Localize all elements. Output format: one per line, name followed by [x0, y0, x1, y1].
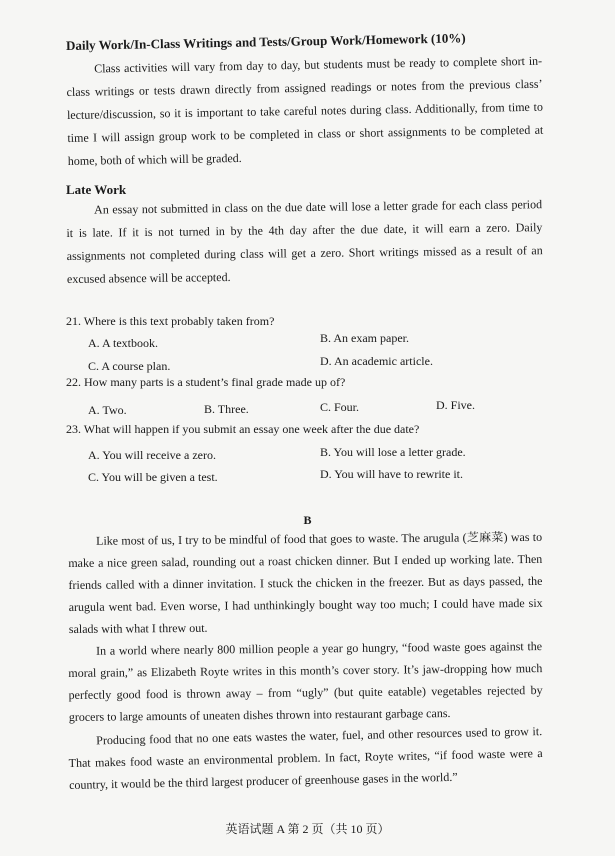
question-21-option-b[interactable]: B. An exam paper.: [320, 331, 409, 345]
paragraph-daily-work: Class activities will vary from day to day, but students must be ready to complete short in-class writings or tests drawn directly from assigned readings or notes from the previous class’ lecture/discussion, so it is important to take careful notes during class. Additionally, from time to time I will assign group work to be completed in class or short assignments to be completed at home, both of which will be graded.: [66, 53, 544, 168]
question-22-stem: 22. How many parts is a student’s final grade made up of?: [66, 375, 346, 389]
heading-daily-work: Daily Work/In-Class Writings and Tests/Group Work/Homework (10%): [65, 30, 466, 53]
question-21-option-a[interactable]: A. A textbook.: [88, 336, 159, 350]
section-b-label: B: [303, 513, 312, 527]
paragraph-b-2: In a world where nearly 800 million people a year go hungry, “food waste goes against the moral grain,” as Elizabeth Royte writes in this month’s cover story. It’s jaw-dropping how much perfectly good food is thrown away – from “ugly” (but quite eatable) vegetables rejected by grocers to large amounts of uneaten dishes thrown into restaurant garbage cans.: [68, 639, 543, 724]
question-23-option-d[interactable]: D. You will have to rewrite it.: [320, 467, 463, 481]
question-21-stem: 21. Where is this text probably taken from?: [66, 314, 275, 328]
question-21-option-d[interactable]: D. An academic article.: [320, 354, 433, 368]
question-22-option-d[interactable]: D. Five.: [436, 398, 475, 412]
question-21-option-c[interactable]: C. A course plan.: [88, 359, 171, 373]
question-23-option-b[interactable]: B. You will lose a letter grade.: [320, 445, 466, 459]
question-23-option-c[interactable]: C. You will be given a test.: [88, 470, 218, 484]
question-22-option-a[interactable]: A. Two.: [88, 403, 127, 417]
page-footer: 英语试题 A 第 2 页（共 10 页）: [225, 822, 390, 836]
question-22-option-c[interactable]: C. Four.: [320, 400, 360, 414]
heading-late-work: Late Work: [66, 182, 127, 197]
question-23-stem: 23. What will happen if you submit an essay one week after the due date?: [66, 422, 420, 436]
paragraph-b-3: Producing food that no one eats wastes the water, fuel, and other resources used to grow it. That makes food waste an environmental problem. In fact, Royte writes, “if food waste were a country, it would be the third largest producer of greenhouse gases in the world.”: [68, 724, 543, 792]
question-23-option-a[interactable]: A. You will receive a zero.: [88, 448, 216, 462]
question-22-option-b[interactable]: B. Three.: [204, 402, 249, 416]
paragraph-b-1: Like most of us, I try to be mindful of food that goes to waste. The arugula (芝麻菜) was to make a nice green salad, rounding out a roast chicken dinner. But I ended up working late. Then friends called with a dinner invitation. I stuck the chicken in the freezer. But as days passed, the arugula went bad. Even worse, I had unthinkingly bought way too much; I could have made six salads with what I threw out.: [68, 529, 543, 636]
paragraph-late-work: An essay not submitted in class on the due date will lose a letter grade for each class period it is late. If it is not turned in by the 4th day after the due date, it will earn a zero. Daily assignments not completed during class will get a zero. Short writings missed as a result of an excused absence will be accepted.: [66, 197, 543, 286]
